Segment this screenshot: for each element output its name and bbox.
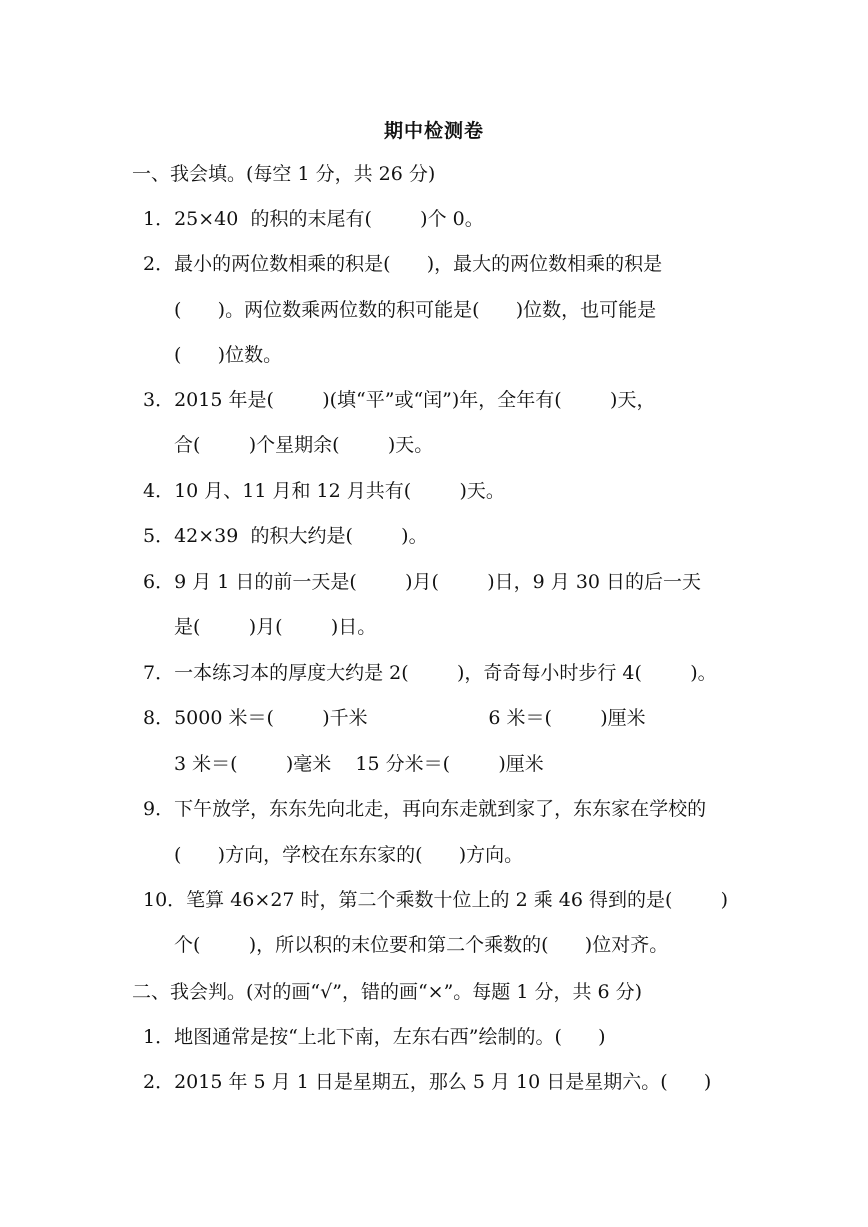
question-line: 3 米＝( )毫米 15 分米＝( )厘米	[174, 753, 544, 775]
page-title: 期中检测卷	[383, 120, 484, 142]
question-line: 个( )，所以积的末位要和第二个乘数的( )位对齐。	[174, 934, 669, 956]
question-line: 6．9 月 1 日的前一天是( )月( )日，9 月 30 日的后一天	[143, 571, 702, 593]
question-line: ( )位数。	[174, 344, 283, 366]
question-line: 8．5000 米＝( )千米 6 米＝( )厘米	[143, 707, 646, 729]
question-line: 1．地图通常是按“上北下南，左东右西”绘制的。( )	[143, 1026, 606, 1048]
question-line: 4．10 月、11 月和 12 月共有( )天。	[143, 480, 505, 502]
question-line: 2．2015 年 5 月 1 日是星期五，那么 5 月 10 日是星期六。( )	[143, 1071, 712, 1093]
question-line: 3．2015 年是( )(填“平”或“闰”)年，全年有( )天，	[143, 389, 656, 411]
section-heading: 一、我会填。(每空 1 分，共 26 分)	[132, 163, 436, 185]
question-line: ( )方向，学校在东东家的( )方向。	[174, 844, 524, 866]
question-line: 2．最小的两位数相乘的积是( )，最大的两位数相乘的积是	[143, 253, 663, 275]
question-line: 是( )月( )日。	[174, 616, 377, 638]
question-line: 5．42×39 的积大约是( )。	[143, 525, 428, 547]
question-line: 合( )个星期余( )天。	[174, 434, 434, 456]
question-line: 10．笔算 46×27 时，第二个乘数十位上的 2 乘 46 得到的是( )	[143, 889, 729, 911]
section-heading: 二、我会判。(对的画“√”，错的画“×”。每题 1 分，共 6 分)	[132, 981, 643, 1003]
question-line: 7．一本练习本的厚度大约是 2( )，奇奇每小时步行 4( )。	[143, 662, 717, 684]
question-line: 9．下午放学，东东先向北走，再向东走就到家了，东东家在学校的	[143, 798, 707, 820]
question-line: ( )。两位数乘两位数的积可能是( )位数，也可能是	[174, 299, 657, 321]
question-line: 1．25×40 的积的末尾有( )个 0。	[143, 208, 484, 230]
